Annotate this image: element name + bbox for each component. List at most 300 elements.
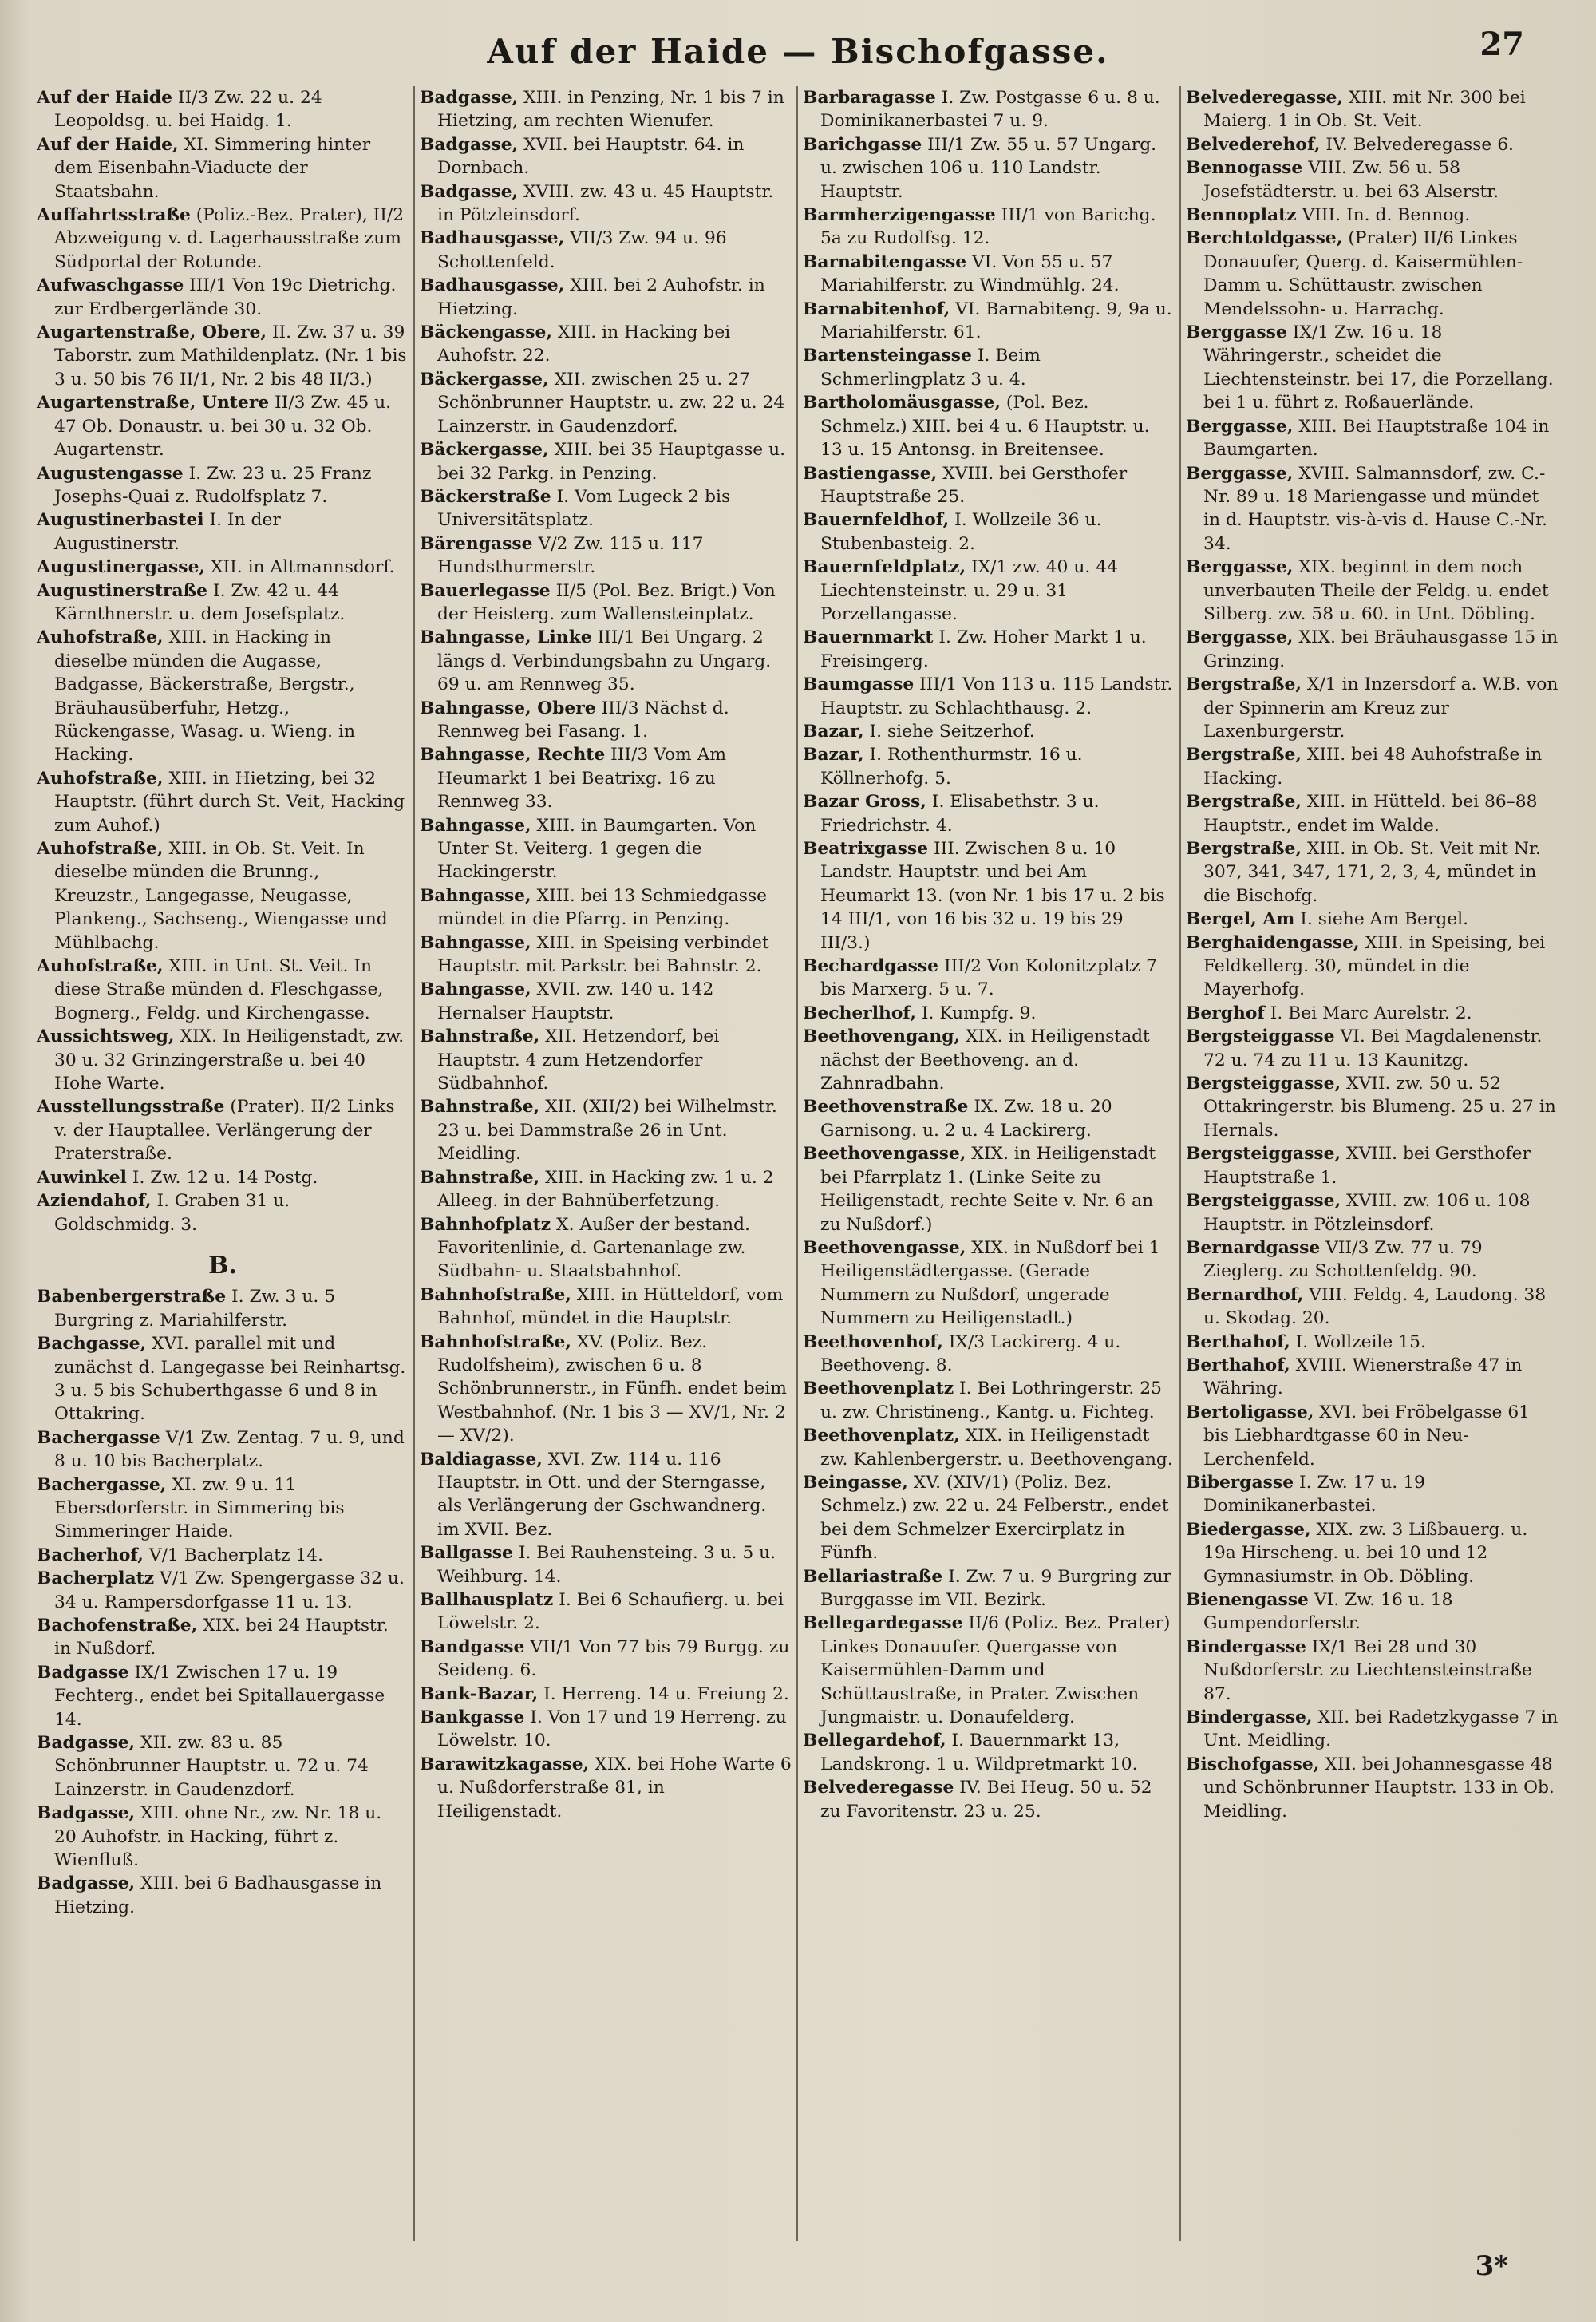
entry-description: XVII. zw. 50 u. 52 Ottakringerstr. bis Blumeng. 25 u. 27 in Hernals. <box>1203 1074 1556 1141</box>
entry-headword: Bergstraße, <box>1186 674 1302 695</box>
entry-description: (Prater). II/2 Links v. der Hauptallee. Verlängerung der Praterstraße. <box>54 1097 395 1165</box>
street-entry <box>37 1661 409 1731</box>
entry-description: XII. bei Johannesgasse 48 und Schönbrunner Hauptstr. 133 in Ob. Meidling. <box>1203 1754 1555 1822</box>
entry-headword: Bazar, <box>803 721 864 742</box>
entry-description: V/1 Bacherplatz 14. <box>148 1545 324 1565</box>
street-entry <box>37 837 409 955</box>
entry-description: X/1 in Inzersdorf a. W.B. von der Spinnerin am Kreuz zur Laxenburgerstr. <box>1203 674 1558 742</box>
entry-headword: Bäckergasse, <box>420 369 549 390</box>
entry-headword: Bahngasse, Rechte <box>420 745 606 765</box>
street-entry <box>420 133 792 180</box>
entry-description: XIII. in Hacking zw. 1 u. 2 Alleeg. in der Bahnüberfetzung. <box>437 1167 774 1212</box>
entry-headword: Berggasse, <box>1186 557 1294 578</box>
entry-headword: Bergsteiggasse, <box>1186 1144 1341 1165</box>
column-2 <box>415 86 798 2241</box>
entry-description: I. Elisabethstr. 3 u. Friedrichstr. 4. <box>820 792 1100 836</box>
entry-description: VII/3 Zw. 77 u. 79 Zieglerg. zu Schottenfeldg. 90. <box>1203 1237 1483 1282</box>
street-entry <box>420 697 792 744</box>
column-1 <box>32 86 415 2241</box>
entry-description: I. Rothenthurmstr. 16 u. Köllnerhofg. 5. <box>820 745 1083 789</box>
street-entry <box>420 532 792 580</box>
entry-headword: Berggasse, <box>1186 463 1294 484</box>
entry-headword: Bahngasse, <box>420 979 531 1000</box>
entry-description: XV. (XIV/1) (Poliz. Bez. Schmelz.) zw. 22 u. 24 Felberstr., endet bei dem Schmelzer Exercirplatz in Fünfh. <box>820 1472 1169 1564</box>
street-entry <box>803 1424 1175 1471</box>
entry-headword: Bellegardegasse <box>803 1613 963 1634</box>
entry-description: XIX. in Heiligenstadt zw. Kahlenbergerstr. u. Beethovengang. <box>820 1426 1173 1470</box>
entry-description: I. Zw. 7 u. 9 Burgring zur Burggasse im VII. Bezirk. <box>820 1566 1171 1610</box>
street-entry <box>420 438 792 485</box>
street-entry <box>803 1612 1175 1729</box>
street-entry <box>37 1731 409 1802</box>
entry-description: XIII. in Speising verbindet Hauptstr. mit Parkstr. bei Bahnstr. 2. <box>437 932 769 977</box>
entry-headword: Berghaidengasse, <box>1186 932 1360 953</box>
street-entry <box>803 344 1175 391</box>
entry-headword: Bernardhof, <box>1186 1284 1304 1305</box>
street-entry <box>420 321 792 368</box>
entry-headword: Barmherzigengasse <box>803 205 996 226</box>
entry-description: I. Bei Lothringerstr. 25 u. zw. Christineng., Kantg. u. Fichteg. <box>820 1379 1162 1422</box>
entry-description: IX/1 Zw. 16 u. 18 Währingerstr., scheidet die Liechtensteinstr. bei 17, die Porzellang. bei 1 u. führt z. Roßauerlände. <box>1203 322 1554 413</box>
entry-description: II/5 (Pol. Bez. Brigt.) Von der Heisterg. zum Wallensteinplatz. <box>437 580 776 624</box>
street-entry <box>420 580 792 627</box>
entry-headword: Badgasse, <box>420 88 519 108</box>
street-entry <box>420 932 792 979</box>
entry-headword: Bibergasse <box>1186 1472 1294 1493</box>
street-entry <box>1186 790 1559 837</box>
entry-headword: Badgasse, <box>37 1803 136 1824</box>
entry-description: I. Zw. 17 u. 19 Dominikanerbastei. <box>1203 1472 1425 1517</box>
entry-headword: Beethovenhof, <box>803 1331 943 1352</box>
entry-headword: Bank-Bazar, <box>420 1683 539 1704</box>
page-header <box>0 26 1596 80</box>
street-entry <box>1186 1636 1559 1706</box>
entry-headword: Bauernmarkt <box>803 627 934 648</box>
entry-description: XII. Hetzendorf, bei Hauptstr. 4 zum Hetzendorfer Südbahnhof. <box>437 1027 720 1094</box>
entry-headword: Becherlhof, <box>803 1003 916 1023</box>
street-entry <box>420 368 792 438</box>
entry-description: XVIII. zw. 43 u. 45 Hauptstr. in Pötzleinsdorf. <box>437 181 774 226</box>
street-entry <box>1186 1002 1559 1025</box>
entry-headword: Belvederegasse <box>803 1778 954 1798</box>
entry-headword: Bergel, Am <box>1186 909 1295 930</box>
street-entry <box>1186 1331 1559 1354</box>
entry-headword: Bertoligasse, <box>1186 1402 1314 1422</box>
entry-headword: Badhausgasse, <box>420 275 565 296</box>
entry-description: I. Graben 31 u. Goldschmidg. 3. <box>54 1191 290 1235</box>
street-entry <box>37 1025 409 1095</box>
street-entry <box>803 626 1175 673</box>
entry-description: I. Bei Marc Aurelstr. 2. <box>1270 1003 1472 1023</box>
street-entry <box>1186 1354 1559 1401</box>
entry-headword: Bennoplatz <box>1186 205 1297 226</box>
entry-description: I. Zw. Hoher Markt 1 u. Freisingerg. <box>820 627 1147 671</box>
entry-description: XVII. zw. 140 u. 142 Hernalser Hauptstr. <box>437 979 714 1023</box>
entry-description: (Prater) II/6 Linkes Donauufer, Querg. d. Kaisermühlen-Damm u. Schüttaustr. zwischen Mendelssohn- u. Harrachg. <box>1203 228 1523 319</box>
entry-headword: Barnabitenhof, <box>803 299 950 319</box>
entry-description: I. Von 17 und 19 Herreng. zu Löwelstr. 10. <box>437 1707 787 1751</box>
street-entry <box>37 321 409 391</box>
entry-description: XIX. in Nußdorf bei 1 Heiligenstädtergasse. (Gerade Nummern zu Nußdorf, ungerade Nummern zu Heiligenstadt.) <box>820 1237 1160 1329</box>
entry-description: IX/1 Zwischen 17 u. 19 Fechterg., endet bei Spitallauergasse 14. <box>54 1662 385 1730</box>
entry-description: XIII. in Ob. St. Veit mit Nr. 307, 341, 347, 171, 2, 3, 4, mündet in die Bischofg. <box>1203 839 1541 906</box>
entry-description: III/3 Nächst d. Rennweg bei Fasang. 1. <box>437 698 729 742</box>
entry-headword: Ausstellungsstraße <box>37 1097 225 1117</box>
entry-description: XVIII. bei Gersthofer Hauptstraße 1. <box>1203 1144 1531 1188</box>
entry-headword: Bachergasse, <box>37 1474 167 1495</box>
entry-description: XIII. in Hütteld. bei 86–88 Hauptstr., endet im Walde. <box>1203 792 1538 836</box>
entry-headword: Auhofstraße, <box>37 956 164 977</box>
entry-headword: Bauernfeldplatz, <box>803 557 966 578</box>
street-entry <box>420 1636 792 1683</box>
street-entry <box>420 86 792 133</box>
entry-headword: Bechardgasse <box>803 956 939 977</box>
street-entry <box>420 1213 792 1284</box>
street-entry <box>1186 1284 1559 1331</box>
entry-description: XVIII. Salmannsdorf, zw. C.-Nr. 89 u. 18 Mariengasse und mündet in d. Hauptstr. vis-à-vis d. Hause C.-Nr. 34. <box>1203 463 1548 554</box>
entry-headword: Auf der Haide, <box>37 134 179 155</box>
entry-headword: Ballhausplatz <box>420 1590 554 1610</box>
entry-headword: Bahnhofstraße, <box>420 1331 571 1352</box>
entry-description: I. Bei Rauhensteing. 3 u. 5 u. Weihburg. 14. <box>437 1543 776 1587</box>
entry-description: XIX. in Heiligenstadt bei Pfarrplatz 1. (Linke Seite zu Heiligenstadt, rechte Seite v. Nr. 6 an zu Nußdorf.) <box>820 1144 1156 1235</box>
entry-headword: Bärengasse <box>420 533 533 554</box>
entry-description: IX. Zw. 18 u. 20 Garnisong. u. 2 u. 4 Lackirerg. <box>820 1097 1112 1141</box>
street-entry <box>37 556 409 579</box>
street-entry <box>420 1166 792 1213</box>
street-entry <box>803 298 1175 345</box>
entry-description: III/3 Vom Am Heumarkt 1 bei Beatrixg. 16 zu Rennweg 33. <box>437 745 727 813</box>
entry-description: IV. Belvederegasse 6. <box>1325 134 1514 155</box>
street-entry <box>37 462 409 509</box>
entry-description: I. Wollzeile 36 u. Stubenbasteig. 2. <box>820 510 1102 554</box>
entry-headword: Bergstraße, <box>1186 839 1302 859</box>
entry-headword: Bahngasse, Linke <box>420 627 592 648</box>
street-entry <box>803 743 1175 790</box>
street-entry <box>37 1426 409 1474</box>
entry-headword: Badgasse, <box>420 181 519 202</box>
street-entry <box>803 1142 1175 1236</box>
entry-description: XII. bei Radetzkygasse 7 in Unt. Meidling. <box>1203 1707 1558 1751</box>
entry-headword: Bauerlegasse <box>420 580 551 601</box>
entry-description: XIII. in Penzing, Nr. 1 bis 7 in Hietzing, am rechten Wienufer. <box>437 88 784 132</box>
street-entry <box>420 1284 792 1331</box>
entry-description: I. Wollzeile 15. <box>1295 1331 1426 1352</box>
entry-headword: Bellegardehof, <box>803 1731 946 1751</box>
street-entry <box>37 391 409 461</box>
entry-headword: Bergstraße, <box>1186 745 1302 765</box>
entry-description: IV. Bei Heug. 50 u. 52 zu Favoritenstr. 23 u. 25. <box>820 1778 1152 1822</box>
street-entry <box>420 1588 792 1636</box>
entry-headword: Belvederehof, <box>1186 134 1321 155</box>
entry-headword: Belvederegasse, <box>1186 88 1343 108</box>
street-entry <box>1186 1025 1559 1072</box>
entry-headword: Barnabitengasse <box>803 251 967 272</box>
entry-headword: Berggasse, <box>1186 416 1294 437</box>
street-entry <box>1186 1236 1559 1284</box>
entry-description: I. Vom Lugeck 2 bis Universitätsplatz. <box>437 486 731 531</box>
entry-description: I. Zw. 12 u. 14 Postg. <box>132 1167 318 1188</box>
entry-description: V/1 Zw. Zentag. 7 u. 9, und 8 u. 10 bis Bacherplatz. <box>54 1427 405 1472</box>
entry-description: XII. zwischen 25 u. 27 Schönbrunner Hauptstr. u. zw. 22 u. 24 Lainzerstr. in Gaudenzdorf. <box>437 369 785 437</box>
entry-description: IX/3 Lackirerg. 4 u. Beethoveng. 8. <box>820 1331 1121 1375</box>
entry-description: VII/3 Zw. 94 u. 96 Schottenfeld. <box>437 228 727 272</box>
entry-description: I. Herreng. 14 u. Freiung 2. <box>543 1683 789 1704</box>
column-3 <box>798 86 1181 2241</box>
street-entry <box>803 1377 1175 1424</box>
entry-description: XIII. in Hacking in dieselbe münden die Augasse, Badgasse, Bäckerstraße, Bergstr., Bräuhausüberfuhr, Hetzg., Rückengasse, Wasag. u. Wieng. in Hacking. <box>54 627 356 765</box>
street-entry <box>37 1872 409 1919</box>
entry-description: XIX. In Heiligenstadt, zw. 30 u. 32 Grinzingerstraße u. bei 40 Hohe Warte. <box>54 1027 405 1094</box>
entry-headword: Beethovengasse, <box>803 1144 966 1165</box>
street-entry <box>420 1683 792 1706</box>
street-entry <box>420 1025 792 1095</box>
entry-headword: Bachgasse, <box>37 1334 147 1355</box>
entry-description: I. Beim Schmerlingplatz 3 u. 4. <box>820 346 1041 390</box>
entry-headword: Auf der Haide <box>37 88 173 108</box>
street-entry <box>37 133 409 204</box>
entry-headword: Berthahof, <box>1186 1331 1290 1352</box>
entry-description: I. Bei 6 Schaufierg. u. bei Löwelstr. 2. <box>437 1590 784 1634</box>
entry-headword: Bartensteingasse <box>803 346 972 366</box>
entry-headword: Berggasse, <box>1186 627 1294 648</box>
entry-headword: Bäckerstraße <box>420 486 551 507</box>
entry-description: (Pol. Bez. Schmelz.) XIII. bei 4 u. 6 Hauptstr. u. 13 u. 15 Antonsg. in Breitensee. <box>820 393 1150 461</box>
entry-description: I. Kumpfg. 9. <box>921 1003 1037 1023</box>
entry-headword: Bellariastraße <box>803 1566 943 1587</box>
entry-description: VI. Von 55 u. 57 Mariahilferstr. zu Windmühlg. 24. <box>820 251 1120 296</box>
entry-headword: Beingasse, <box>803 1472 908 1493</box>
street-entry <box>420 1331 792 1448</box>
street-entry <box>1186 1471 1559 1518</box>
street-entry <box>37 1166 409 1189</box>
entry-description: XIII. in Ob. St. Veit. In dieselbe münden die Brunng., Kreuzstr., Langegasse, Neugasse, Plankeng., Sachseng., Wiengasse und Mühlbachg. <box>54 839 388 953</box>
street-entry <box>37 274 409 321</box>
entry-description: II/6 (Poliz. Bez. Prater) Linkes Donauufer. Quergasse von Kaisermühlen-Damm und Schüttaustraße, in Prater. Zwischen Jungmaistr. u. Donaufelderg. <box>820 1613 1171 1728</box>
entry-description: I. Zw. 23 u. 25 Franz Josephs-Quai z. Rudolfsplatz 7. <box>54 463 372 507</box>
entry-description: XIX. bei Bräuhausgasse 15 in Grinzing. <box>1203 627 1558 671</box>
entry-description: XII. zw. 83 u. 85 Schönbrunner Hauptstr. u. 72 u. 74 Lainzerstr. in Gaudenzdorf. <box>54 1733 369 1800</box>
entry-headword: Beethovengasse, <box>803 1237 966 1258</box>
entry-description: III. Zwischen 8 u. 10 Landstr. Hauptstr. und bei Am Heumarkt 13. (von Nr. 1 bis 17 u. 2 bis 14 III/1, von 16 bis 32 u. 19 bis 29 III/3.) <box>820 839 1165 953</box>
entry-headword: Barichgasse <box>803 134 922 155</box>
street-entry <box>1186 743 1559 790</box>
entry-headword: Beatrixgasse <box>803 839 929 859</box>
entry-description: IX/1 zw. 40 u. 44 Liechtensteinstr. u. 29 u. 31 Porzellangasse. <box>820 557 1118 624</box>
entry-headword: Berthahof, <box>1186 1355 1290 1375</box>
entry-description: IX/1 Bei 28 und 30 Nußdorferstr. zu Liechtensteinstraße 87. <box>1203 1636 1532 1704</box>
entry-description: X. Außer der bestand. Favoritenlinie, d. Gartenanlage zw. Südbahn- u. Staatsbahnhof. <box>437 1214 750 1282</box>
entry-description: XIII. in Speising, bei Feldkellerg. 30, mündet in die Mayerhofg. <box>1203 932 1546 1000</box>
entry-description: XIII. ohne Nr., zw. Nr. 18 u. 20 Auhofstr. in Hacking, führt z. Wienfluß. <box>54 1803 382 1871</box>
entry-headword: Bahnstraße, <box>420 1027 540 1047</box>
entry-headword: Bindergasse, <box>1186 1707 1313 1728</box>
street-entry <box>37 1802 409 1872</box>
street-entry <box>803 1729 1175 1776</box>
entry-description: III/2 Von Kolonitzplatz 7 bis Marxerg. 5 u. 7. <box>820 956 1157 1000</box>
entry-description: XVI. parallel mit und zunächst d. Langegasse bei Reinhartsg. 3 u. 5 bis Schuberthgasse 6 und 8 in Ottakring. <box>54 1334 406 1425</box>
street-entry <box>420 227 792 274</box>
entry-headword: Bennogasse <box>1186 158 1303 179</box>
entry-description: XIX. bei Hohe Warte 6 u. Nußdorferstraße 81, in Heiligenstadt. <box>437 1754 792 1822</box>
entry-description: III/1 Von 113 u. 115 Landstr. Hauptstr. zu Schlachthausg. 2. <box>820 674 1173 718</box>
entry-description: XIII. bei 13 Schmiedgasse mündet in die Pfarrg. in Penzing. <box>437 885 768 930</box>
street-entry <box>803 556 1175 626</box>
entry-description: VII/1 Von 77 bis 79 Burgg. zu Seideng. 6. <box>437 1636 790 1681</box>
street-entry <box>420 814 792 884</box>
entry-headword: Berggasse <box>1186 322 1287 343</box>
entry-columns <box>32 86 1564 2241</box>
entry-description: XVII. bei Hauptstr. 64. in Dornbach. <box>437 134 745 179</box>
entry-headword: Bahnstraße, <box>420 1097 540 1117</box>
entry-description: I. Zw. 3 u. 5 Burgring z. Mariahilferstr. <box>54 1287 336 1331</box>
street-entry <box>37 955 409 1025</box>
entry-description: VIII. Zw. 56 u. 58 Josefstädterstr. u. bei 63 Alserstr. <box>1203 158 1499 202</box>
street-entry <box>37 1614 409 1661</box>
entry-headword: Aziendahof, <box>37 1191 152 1212</box>
street-entry <box>420 1541 792 1588</box>
entry-headword: Auffahrtsstraße <box>37 205 191 226</box>
entry-headword: Badgasse, <box>37 1873 136 1894</box>
street-entry <box>1186 673 1559 743</box>
entry-description: XVI. bei Fröbelgasse 61 bis Liebhardtgasse 60 in Neu-Lerchenfeld. <box>1203 1402 1531 1470</box>
street-entry <box>37 1285 409 1332</box>
street-entry <box>420 1706 792 1753</box>
entry-description: II/3 Zw. 22 u. 24 Leopoldsg. u. bei Haidg. 1. <box>54 88 322 132</box>
entry-headword: Bäckergasse, <box>420 440 549 461</box>
signature-mark: 3* <box>1475 2250 1508 2282</box>
entry-headword: Bandgasse <box>420 1636 525 1657</box>
street-entry <box>1186 462 1559 556</box>
entry-headword: Bindergasse <box>1186 1636 1306 1657</box>
entry-description: XII. (XII/2) bei Wilhelmstr. 23 u. bei Dammstraße 26 in Unt. Meidling. <box>437 1097 777 1165</box>
street-entry <box>37 1474 409 1544</box>
entry-headword: Bischofgasse, <box>1186 1754 1320 1774</box>
street-entry <box>420 978 792 1025</box>
page-title: Auf der Haide — Bischofgasse. <box>487 32 1109 71</box>
street-entry <box>1186 227 1559 321</box>
street-entry <box>1186 321 1559 415</box>
entry-headword: Aussichtsweg, <box>37 1027 175 1047</box>
street-entry <box>1186 626 1559 673</box>
entry-description: VIII. Feldg. 4, Laudong. 38 u. Skodag. 20. <box>1203 1284 1547 1329</box>
street-entry <box>1186 1142 1559 1189</box>
street-entry <box>1186 415 1559 462</box>
entry-description: XI. zw. 9 u. 11 Ebersdorferstr. in Simmering bis Simmeringer Haide. <box>54 1474 345 1542</box>
street-entry <box>420 274 792 321</box>
street-entry <box>1186 837 1559 908</box>
entry-description: XVIII. zw. 106 u. 108 Hauptstr. in Pötzleinsdorf. <box>1203 1191 1531 1235</box>
entry-description: II. Zw. 37 u. 39 Taborstr. zum Mathildenplatz. (Nr. 1 bis 3 u. 50 bis 76 II/1, Nr. 2 bis 48 II/3.) <box>54 322 407 390</box>
entry-headword: Aufwaschgasse <box>37 275 184 296</box>
street-entry <box>37 580 409 627</box>
entry-description: III/1 von Barichg. 5a zu Rudolfsg. 12. <box>820 205 1156 249</box>
entry-headword: Bacherplatz <box>37 1568 155 1589</box>
street-entry <box>420 1448 792 1542</box>
street-entry <box>420 180 792 227</box>
entry-headword: Beethovenplatz <box>803 1379 954 1399</box>
street-entry <box>37 1095 409 1165</box>
entry-description: XIII. bei 6 Badhausgasse in Hietzing. <box>54 1873 382 1917</box>
street-entry <box>803 1095 1175 1142</box>
entry-headword: Augustinergasse, <box>37 557 206 578</box>
street-entry <box>803 251 1175 298</box>
street-entry <box>37 508 409 556</box>
entry-description: I. siehe Am Bergel. <box>1300 909 1469 930</box>
entry-headword: Beethovenstraße <box>803 1097 969 1117</box>
street-entry <box>803 204 1175 251</box>
street-entry <box>1186 556 1559 626</box>
entry-headword: Auhofstraße, <box>37 768 164 789</box>
street-entry <box>37 767 409 837</box>
entry-headword: Auhofstraße, <box>37 627 164 648</box>
street-entry <box>803 133 1175 204</box>
entry-headword: Bankgasse <box>420 1707 525 1728</box>
page-number: 27 <box>1479 26 1524 63</box>
street-entry <box>1186 932 1559 1002</box>
entry-headword: Bachofenstraße, <box>37 1616 198 1636</box>
street-entry <box>803 955 1175 1002</box>
entry-headword: Augustinerstraße <box>37 580 208 601</box>
street-entry <box>37 1189 409 1236</box>
entry-headword: Augustengasse <box>37 463 184 484</box>
street-entry <box>37 1567 409 1614</box>
entry-headword: Biedergasse, <box>1186 1519 1311 1540</box>
street-entry <box>803 837 1175 955</box>
street-entry <box>420 743 792 813</box>
entry-headword: Berchtoldgasse, <box>1186 228 1343 249</box>
entry-headword: Bergsteiggasse, <box>1186 1191 1341 1212</box>
entry-description: I. Zw. 42 u. 44 Kärnthnerstr. u. dem Josefsplatz. <box>54 580 346 624</box>
street-entry <box>803 508 1175 556</box>
street-entry <box>1186 156 1559 204</box>
entry-description: VI. Zw. 16 u. 18 Gumpendorferstr. <box>1203 1590 1453 1634</box>
street-entry <box>420 485 792 532</box>
entry-headword: Baldiagasse, <box>420 1449 543 1470</box>
entry-headword: Bernardgasse <box>1186 1237 1321 1258</box>
entry-headword: Bahngasse, <box>420 932 531 953</box>
entry-headword: Bastiengasse, <box>803 463 938 484</box>
entry-description: I. In der Augustinerstr. <box>54 510 281 554</box>
entry-description: III/1 Zw. 55 u. 57 Ungarg. u. zwischen 106 u. 110 Landstr. Hauptstr. <box>820 134 1157 202</box>
entry-description: XIII. bei 35 Hauptgasse u. bei 32 Parkg. in Penzing. <box>437 440 786 484</box>
entry-headword: Bazar, <box>803 745 864 765</box>
entry-description: V/1 Zw. Spengergasse 32 u. 34 u. Rampersdorfgasse 11 u. 13. <box>54 1568 405 1612</box>
entry-headword: Badgasse, <box>420 134 519 155</box>
entry-headword: Bazar Gross, <box>803 792 926 813</box>
street-entry <box>420 1753 792 1823</box>
street-entry <box>803 673 1175 720</box>
entry-description: XIII. Bei Hauptstraße 104 in Baumgarten. <box>1203 416 1550 461</box>
entry-headword: Berghof <box>1186 1003 1265 1023</box>
entry-headword: Barawitzkagasse, <box>420 1754 590 1774</box>
entry-description: XII. in Altmannsdorf. <box>210 557 395 578</box>
entry-description: VI. Barnabiteng. 9, 9a u. Mariahilferstr. 61. <box>820 299 1172 343</box>
entry-headword: Auhofstraße, <box>37 839 164 859</box>
street-entry <box>1186 1189 1559 1236</box>
street-entry <box>803 1236 1175 1331</box>
letter-heading: B. <box>208 1251 237 1280</box>
entry-headword: Augartenstraße, Untere <box>37 393 270 413</box>
entry-description: V/2 Zw. 115 u. 117 Hundsthurmerstr. <box>437 533 704 578</box>
entry-headword: Bahngasse, <box>420 815 531 836</box>
entry-description: XVIII. bei Gersthofer Hauptstraße 25. <box>820 463 1128 507</box>
entry-headword: Bahngasse, Obere <box>420 698 596 718</box>
entry-headword: Badgasse <box>37 1662 129 1683</box>
street-entry <box>1186 204 1559 227</box>
street-entry <box>420 884 792 932</box>
street-entry <box>1186 1401 1559 1471</box>
